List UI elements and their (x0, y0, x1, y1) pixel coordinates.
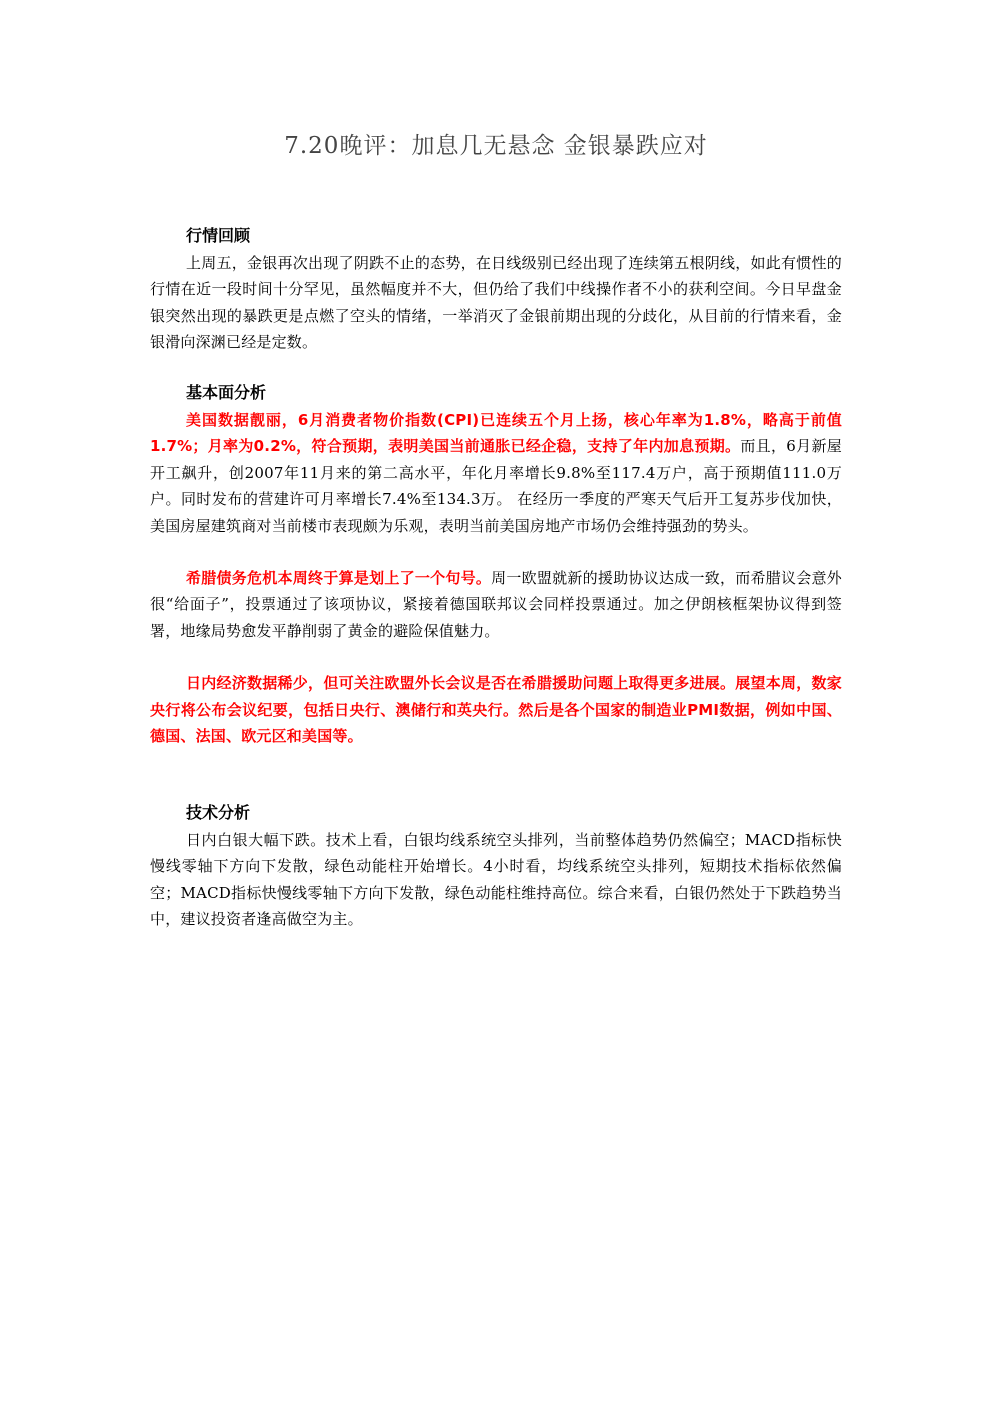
paragraph-technical: 日内白银大幅下跌。技术上看，白银均线系统空头排列，当前整体趋势仍然偏空；MACD指标快慢线零轴下方向下发散，绿色动能柱开始增长。4小时看，均线系统空头排列，短期技术指标依然偏空；MACD指标快慢线零轴下方向下发散，绿色动能柱维持高位。综合来看，白银仍然处于下跌趋势当中，建议投资者逢高做空为主。 (150, 831, 842, 929)
section-fundamental-analysis (150, 380, 842, 749)
emphasis-outlook: 日内经济数据稀少，但可关注欧盟外长会议是否在希腊援助问题上取得更多进展。展望本周，数家央行将公布会议纪要，包括日央行、澳储行和英央行。然后是各个国家的制造业PMI数据，例如中国、德国、法国、欧元区和美国等。 (150, 674, 842, 746)
paragraph-market-review: 上周五，金银再次出现了阴跌不止的态势，在日线级别已经出现了连续第五根阴线，如此有惯性的行情在近一段时间十分罕见，虽然幅度并不大，但仍给了我们中线操作者不小的获利空间。今日早盘金银突然出现的暴跌更是点燃了空头的情绪，一举消灭了金银前期出现的分歧化，从目前的行情来看，金银滑向深渊已经是定数。 (150, 254, 842, 352)
paragraph-fundamental-2-body: 周一欧盟就新的援助协议达成一致，而希腊议会意外很“给面子”，投票通过了该项协议，紧接着德国联邦议会同样投票通过。加之伊朗核框架协议得到签署，地缘局势愈发平静削弱了黄金的避险保值魅力。 (150, 569, 842, 640)
paragraph-fundamental-2 (150, 565, 842, 644)
emphasis-greece-debt: 希腊债务危机本周终于算是划上了一个句号。 (186, 569, 492, 588)
section-technical-analysis (150, 800, 842, 933)
section-market-review (150, 223, 842, 356)
section-heading-market-review: 行情回顾 (186, 226, 251, 245)
emphasis-us-data: 美国数据靓丽，6月消费者物价指数(CPI)已连续五个月上扬，核心年率为1.8%，略高于前值1.7%；月率为0.2%，符合预期，表明美国当前通胀已经企稳，支持了年内加息预期。 (150, 411, 842, 456)
section-heading-fundamental: 基本面分析 (186, 383, 267, 402)
paragraph-fundamental-3 (150, 670, 842, 749)
document-title: 7.20晚评：加息几无悬念 金银暴跌应对 (284, 133, 708, 159)
paragraph-fundamental-1-body: 而且，6月新屋开工飙升，创2007年11月来的第二高水平，年化月率增长9.8%至117.4万户，高于预期值111.0万户。同时发布的营建许可月率增长7.4%至134.3万。 在经历一季度的严寒天气后开工复苏步伐加快，美国房屋建筑商对当前楼市表现颇为乐观，表明当前美国房地产市场仍会维持强劲的势头。 (150, 437, 842, 535)
paragraph-fundamental-1 (150, 407, 842, 539)
section-heading-technical: 技术分析 (186, 803, 251, 822)
